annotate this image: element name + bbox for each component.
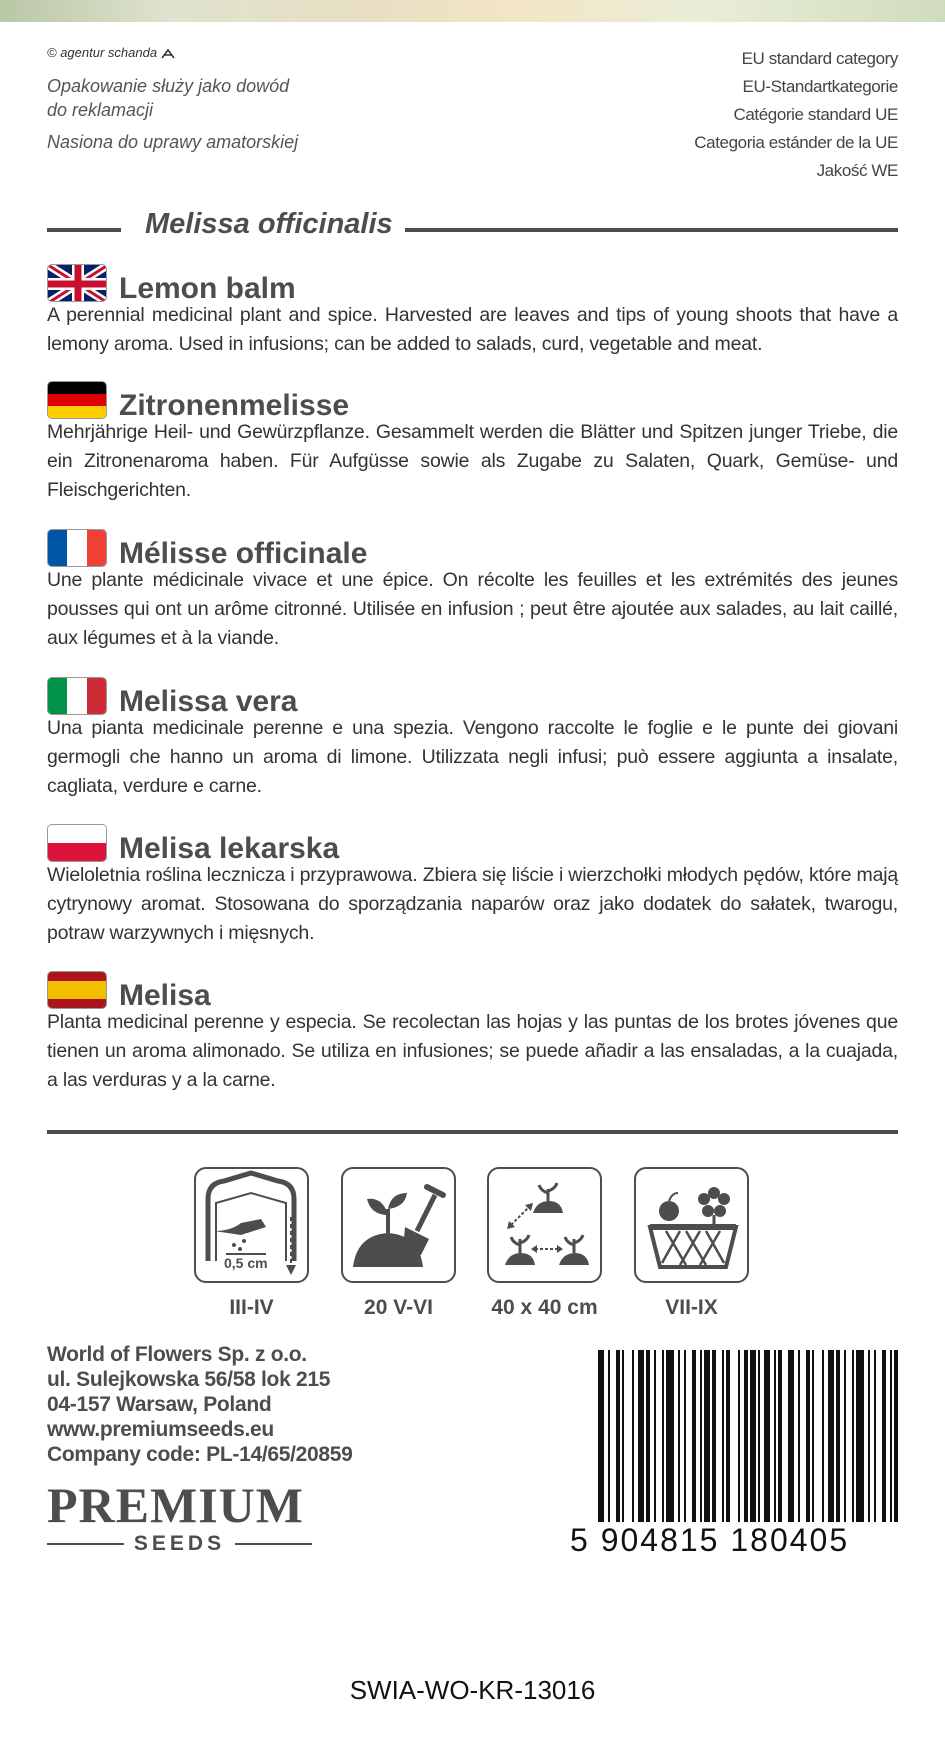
spacing-icon [487, 1167, 602, 1283]
harvest-time-label: VII-IX [665, 1296, 718, 1319]
barcode-bar [828, 1350, 834, 1545]
barcode-bar [856, 1350, 864, 1545]
barcode-bar [874, 1350, 876, 1545]
barcode-bar [764, 1350, 770, 1545]
planting-time-label: 20 V-VI [364, 1296, 433, 1319]
barcode-bar [758, 1350, 760, 1545]
german-flag-icon [47, 381, 107, 419]
top-image-strip [0, 0, 945, 22]
barcode-bar [598, 1350, 604, 1545]
section-title: Lemon balm [119, 272, 296, 305]
barcode-bar [712, 1350, 716, 1545]
sowing-depth-text: 0,5 cm [224, 1255, 268, 1271]
barcode-bar [722, 1350, 724, 1545]
barcode-bar [608, 1350, 610, 1545]
section-en [47, 263, 898, 359]
barcode-bar [646, 1350, 650, 1545]
barcode-bar [662, 1350, 664, 1545]
company-street: ul. Sulejkowska 56/58 lok 215 [47, 1368, 331, 1391]
company-name: World of Flowers Sp. z o.o. [47, 1343, 307, 1366]
species-rule-right [405, 228, 898, 232]
section-title: Zitronenmelisse [119, 389, 350, 422]
barcode-bar [654, 1350, 656, 1545]
barcode-bar [666, 1350, 674, 1545]
section-es [47, 970, 898, 1095]
italian-flag-icon [47, 677, 107, 715]
section-title: Melisa lekarska [119, 832, 340, 865]
agency-logo-icon [161, 49, 175, 59]
eu-category-line: EU-Standartkategorie [742, 77, 898, 96]
barcode-bar [684, 1350, 686, 1545]
barcode-bar [744, 1350, 748, 1545]
planting-spade-icon [341, 1167, 456, 1283]
barcode-number: 5 904815 180405 [570, 1522, 900, 1559]
amateur-note: Nasiona do uprawy amatorskiej [47, 132, 299, 152]
barcode-bar [894, 1350, 898, 1545]
company-code: Company code: PL-14/65/20859 [47, 1443, 353, 1466]
barcode-bar [844, 1350, 846, 1545]
section-text: Mehrjährige Heil- und Gewürzpflanze. Gesammelt werden die Blätter und Spitzen junger Triebe, die ein Zitronenaroma haben. Für Aufgüsse sowie als Zugabe zu Salaten, Quark, Gemüse- und Fleischgerichten. [47, 421, 898, 501]
barcode-bar [868, 1350, 870, 1545]
species-name: Melissa officinalis [135, 208, 403, 241]
section-it [47, 676, 898, 801]
barcode-bar [726, 1350, 730, 1545]
barcode-bar [852, 1350, 854, 1545]
spanish-flag-icon [47, 971, 107, 1009]
species-heading [47, 208, 898, 248]
barcode-bar [638, 1350, 644, 1545]
eu-category-line: EU standard category [741, 49, 898, 68]
copyright-text: © agentur schanda [47, 45, 158, 60]
divider [47, 1130, 898, 1134]
barcode-bar [836, 1350, 840, 1545]
section-text: Une plante médicinale vivace et une épice. On récolte les feuilles et les extrémités des jeunes pousses qui ont un arôme citronné. Utilisée en infusion ; peut être ajoutée aux salades, au lait caillé, aux légumes et à la viande. [47, 569, 898, 649]
eu-category-line: Jakość WE [816, 161, 898, 180]
barcode-bar [738, 1350, 740, 1545]
section-title: Mélisse officinale [119, 537, 368, 570]
polish-flag-icon [47, 824, 107, 862]
logo-premium: PREMIUM [47, 1477, 304, 1533]
sowing-time-label: III-IV [229, 1296, 274, 1319]
barcode-bar [774, 1350, 776, 1545]
section-text: A perennial medicinal plant and spice. Harvested are leaves and tips of young shoots that have a lemony aroma. Used in infusions; can be added to salads, curd, vegetable and meat. [47, 304, 898, 355]
eu-category-line: Categoria estánder de la UE [694, 133, 898, 152]
greenhouse-sowing-icon [194, 1167, 309, 1283]
barcode-bar [622, 1350, 624, 1545]
company-city: 04-157 Warsaw, Poland [47, 1393, 272, 1416]
section-title: Melisa [119, 979, 211, 1012]
barcode-bar [678, 1350, 680, 1545]
barcode-bar [812, 1350, 814, 1545]
barcode-bar [750, 1350, 756, 1545]
section-text: Wieloletnia roślina lecznicza i przyprawowa. Zbiera się liście i wierzchołki młodych pędów, które mają cytrynowy aromat. Stosowana do sporządzania naparów oraz jako dodatek do sałatek, twarogu, potraw warzywnych i mięsnych. [47, 864, 898, 944]
copyright [47, 45, 175, 60]
barcode-bar [806, 1350, 810, 1545]
barcode-bar [700, 1350, 702, 1545]
section-text: Una pianta medicinale perenne e una spezia. Vengono raccolte le foglie e le punte dei giovani germogli che hanno un aroma di limone. Utilizzata negli infusi; può essere aggiunta a insalate, cagliata, verdure e carne. [47, 717, 898, 797]
french-flag-icon [47, 529, 107, 567]
species-rule-left [47, 228, 121, 232]
complaint-note: Opakowanie służy jako dowód do reklamacji [47, 76, 290, 120]
eu-category [694, 45, 898, 185]
barcode [598, 1350, 898, 1545]
barcode-bar [692, 1350, 696, 1545]
eu-category-line: Catégorie standard UE [733, 105, 898, 124]
barcode-bar [616, 1350, 620, 1545]
premium-seeds-logo [47, 1477, 312, 1556]
barcode-bar [798, 1350, 800, 1545]
section-de [47, 380, 898, 505]
section-text: Planta medicinal perenne y especia. Se recolectan las hojas y las puntas de los brotes jóvenes que tienen un aroma alimonado. Se utiliza en infusiones; se puede añadir a las ensaladas, a la cuajada, a las verduras y a la carne. [47, 1011, 898, 1091]
barcode-bar [788, 1350, 794, 1545]
uk-flag-icon [47, 264, 107, 302]
barcode-bar [632, 1350, 634, 1545]
logo-seeds: SEEDS [133, 1532, 226, 1555]
section-pl [47, 823, 898, 948]
barcode-bar [778, 1350, 782, 1545]
spacing-label: 40 x 40 cm [491, 1296, 598, 1319]
section-fr [47, 528, 898, 653]
barcode-bar [704, 1350, 710, 1545]
barcode-bar [890, 1350, 892, 1545]
harvest-basket-icon [634, 1167, 749, 1283]
section-title: Melissa vera [119, 685, 298, 718]
company-info [47, 1342, 353, 1467]
barcode-bar [822, 1350, 824, 1545]
company-website[interactable]: www.premiumseeds.eu [47, 1418, 274, 1441]
barcode-bar [882, 1350, 886, 1545]
product-code: SWIA-WO-KR-13016 [349, 1675, 596, 1705]
